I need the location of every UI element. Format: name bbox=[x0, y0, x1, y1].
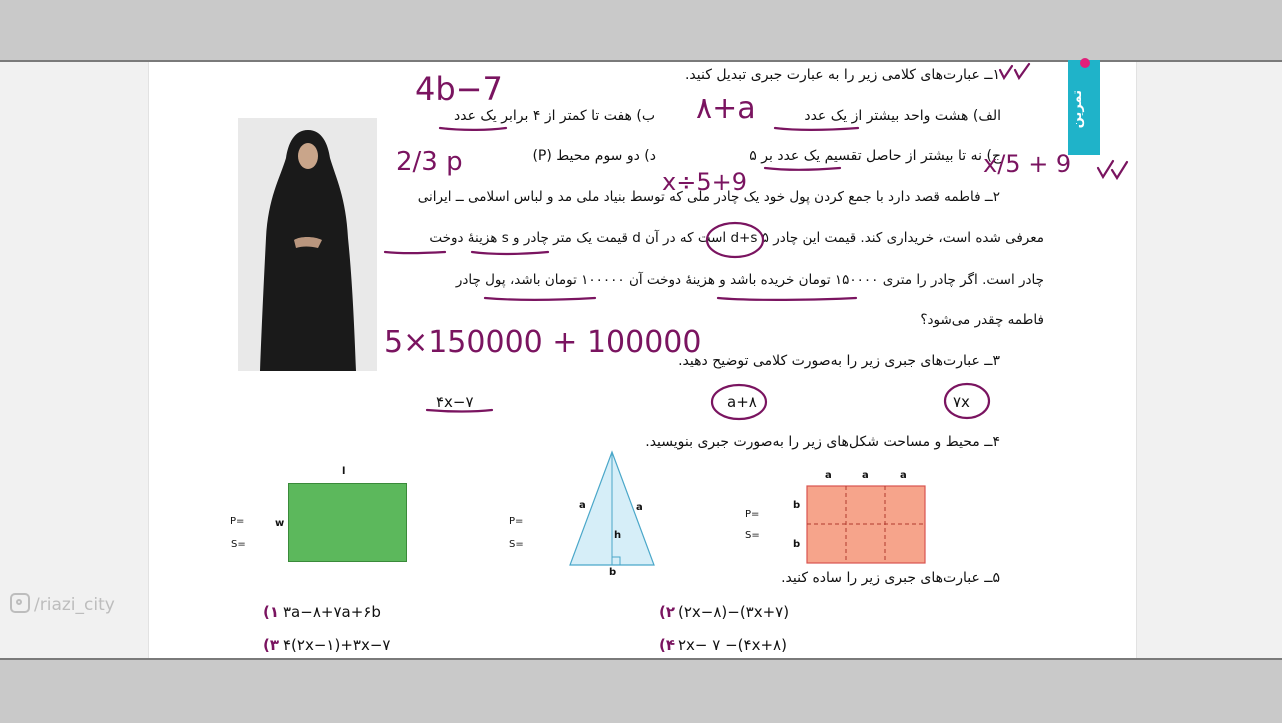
q3-expr-a-plus-8: a+۸ bbox=[727, 393, 757, 411]
rectangle-shape bbox=[288, 483, 407, 562]
q2-line-3: چادر است. اگر چادر را متری ۱۵۰۰۰۰ تومان خریده باشد و هزینهٔ دوخت آن ۱۰۰۰۰۰ تومان باشد، پول چادر bbox=[455, 272, 1044, 288]
chador-figure-image bbox=[238, 118, 377, 371]
q1-part-c: ج) نه تا بیشتر از حاصل تقسیم یک عدد بر ۵ bbox=[749, 148, 1001, 164]
q5-item-4-expr: ۲x− ۷ −(۴x+۸) bbox=[678, 636, 787, 654]
tri-height-label: h bbox=[614, 530, 622, 541]
handwritten-d-answer: 2/3 p bbox=[396, 147, 463, 177]
grid-rectangle-shape bbox=[806, 485, 926, 565]
tri-area-label: S= bbox=[509, 539, 524, 550]
exercise-tab bbox=[1068, 60, 1100, 155]
q2-line-1: ۲ــ فاطمه قصد دارد با جمع کردن پول خود یک چادر ملی که توسط بنیاد ملی مد و لباس اسلامی ــ ایرانی bbox=[417, 189, 1000, 205]
tab-dot bbox=[1080, 58, 1090, 68]
handwritten-a-answer: ۸+a bbox=[696, 91, 756, 126]
q2-line-4: فاطمه چقدر می‌شود؟ bbox=[920, 312, 1044, 328]
grid-area-label: S= bbox=[745, 530, 760, 541]
handwritten-c-side: x/5 + 9 bbox=[983, 150, 1072, 178]
q5-item-2-expr: (۲x−۸)−(۳x+۷) bbox=[678, 603, 790, 621]
top-letterbox bbox=[0, 0, 1282, 62]
q5-title: ۵ــ عبارت‌های جبری زیر را ساده کنید. bbox=[781, 570, 1000, 586]
tri-side-right-label: a bbox=[636, 502, 643, 513]
q2-line-2: معرفی شده است، خریداری کند. قیمت این چادر d+s ۵ است که در آن d قیمت یک متر چادر و s هزینهٔ دوخت bbox=[429, 230, 1044, 246]
q5-item-1-expr: ۳a−۸+۷a+۶b bbox=[283, 603, 381, 621]
camera-icon bbox=[10, 593, 30, 613]
grid-side-label-2: b bbox=[793, 539, 801, 550]
exercise-tab-label: تمرین bbox=[1070, 90, 1085, 129]
q1-title: ۱ــ عبارت‌های کلامی زیر را به عبارت جبری تبدیل کنید. bbox=[684, 67, 1000, 83]
photo-woman-in-chador bbox=[238, 118, 377, 371]
q5-item-1-num: ۱) bbox=[262, 603, 279, 621]
handwritten-c-answer: x÷5+9 bbox=[662, 168, 747, 196]
rect-width-label: w bbox=[275, 518, 285, 529]
q3-title: ۳ــ عبارت‌های جبری زیر را به‌صورت کلامی توضیح دهید. bbox=[678, 353, 1000, 369]
grid-top-label-1: a bbox=[825, 470, 832, 481]
q5-item-3-expr: ۴(۲x−۱)+۳x−۷ bbox=[283, 636, 391, 654]
q3-expr-4x-minus-7: ۴x−۷ bbox=[436, 393, 474, 411]
tri-side-left-label: a bbox=[579, 500, 586, 511]
watermark-text: /riazi_city bbox=[34, 595, 115, 615]
rect-area-label: S= bbox=[231, 539, 246, 550]
tri-base-label: b bbox=[609, 567, 617, 578]
q5-item-3-num: ۳) bbox=[262, 636, 279, 654]
grid-perimeter-label: P= bbox=[745, 509, 760, 520]
q1-part-a: الف) هشت واحد بیشتر از یک عدد bbox=[804, 108, 1001, 124]
q4-title: ۴ــ محیط و مساحت شکل‌های زیر را به‌صورت جبری بنویسید. bbox=[645, 434, 1000, 450]
q1-part-b: ب) هفت تا کمتر از ۴ برابر یک عدد bbox=[453, 108, 655, 124]
grid-top-label-2: a bbox=[862, 470, 869, 481]
handwritten-b-answer: 4b−7 bbox=[415, 70, 503, 108]
grid-top-label-3: a bbox=[900, 470, 907, 481]
grid-side-label-1: b bbox=[793, 500, 801, 511]
instagram-watermark bbox=[10, 593, 115, 615]
tri-perimeter-label: P= bbox=[509, 516, 524, 527]
rect-perimeter-label: P= bbox=[230, 516, 245, 527]
handwritten-q2-answer: 5×150000 + 100000 bbox=[384, 325, 702, 360]
q5-item-4-num: ۴) bbox=[658, 636, 675, 654]
q5-item-2-num: ۲) bbox=[658, 603, 675, 621]
bottom-letterbox bbox=[0, 658, 1282, 723]
q1-part-d: د) دو سوم محیط (P) bbox=[532, 148, 656, 164]
rect-length-label: l bbox=[342, 466, 346, 477]
q3-expr-7x: ۷x bbox=[953, 393, 970, 411]
